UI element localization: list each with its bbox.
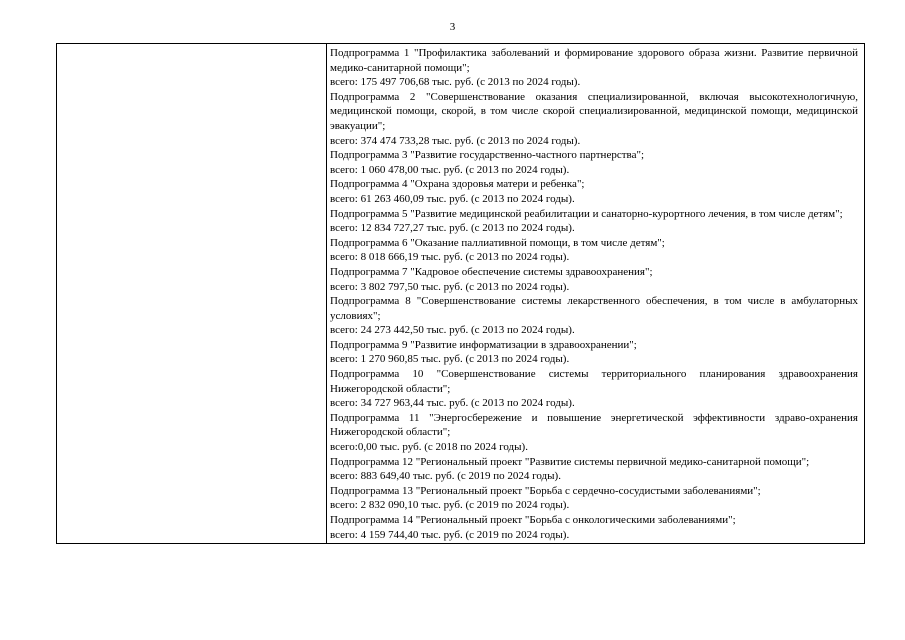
subprogram-11-total: всего:0,00 тыс. руб. (с 2018 по 2024 годы). [330,441,528,454]
subprogram-3-total: всего: 1 060 478,00 тыс. руб. (с 2013 по 2024 годы). [330,163,570,176]
subprogram-6-total: всего: 8 018 666,19 тыс. руб. (с 2013 по 2024 годы). [330,251,570,264]
subprogram-5-title: Подпрограмма 5 "Развитие медицинской реабилитации и санаторно-курортного лечения, в том числе детям"; [330,207,843,220]
subprogram-7-title: Подпрограмма 7 "Кадровое обеспечение системы здравоохранения"; [330,265,653,278]
subprogram-11-title: Подпрограмма 11 "Энергосбережение и повышение энергетической эффективности здраво-охранения Нижегородской области"; [330,411,858,439]
funding-table [56,43,865,544]
subprogram-13-title: Подпрограмма 13 "Региональный проект "Борьба с сердечно-сосудистыми заболеваниями"; [330,484,761,497]
subprogram-14-title: Подпрограмма 14 "Региональный проект "Борьба с онкологическими заболеваниями"; [330,514,736,526]
subprogram-8-total: всего: 24 273 442,50 тыс. руб. (с 2013 по 2024 годы). [330,324,575,337]
subprogram-4-total: всего: 61 263 460,09 тыс. руб. (с 2013 по 2024 годы). [330,192,575,205]
subprogram-7-total: всего: 3 802 797,50 тыс. руб. (с 2013 по 2024 годы). [330,280,570,293]
subprogram-1-title: Подпрограмма 1 "Профилактика заболеваний и формирование здорового образа жизни. Развитие первичной медико-санитарной помощи"; [330,47,858,74]
subprogram-4-title: Подпрограмма 4 "Охрана здоровья матери и ребенка"; [330,178,585,191]
table-cell-content [327,44,865,544]
subprogram-9-title: Подпрограмма 9 "Развитие информатизации в здравоохранении"; [330,338,637,351]
subprogram-2-total: всего: 374 474 733,28 тыс. руб. (с 2013 по 2024 годы). [330,134,581,147]
subprogram-12-title: Подпрограмма 12 "Региональный проект "Развитие системы первичной медико-санитарной помощи"; [330,455,810,468]
subprogram-10-title: Подпрограмма 10 "Совершенствование системы территориального планирования здравоохранения Нижегородской области"; [330,368,858,395]
subprogram-6-title: Подпрограмма 6 "Оказание паллиативной помощи, в том числе детям"; [330,236,665,249]
subprogram-10-total: всего: 34 727 963,44 тыс. руб. (с 2013 по 2024 годы). [330,397,575,410]
page-number: 3 [449,21,456,33]
subprogram-3-title: Подпрограмма 3 "Развитие государственно-частного партнерства"; [330,149,644,162]
table-cell-label [57,44,327,544]
subprogram-8-title: Подпрограмма 8 "Совершенствование системы лекарственного обеспечения, в том числе в амбулаторных условиях"; [330,295,858,322]
subprogram-13-total: всего: 2 832 090,10 тыс. руб. (с 2019 по 2024 годы). [330,499,570,512]
subprogram-2-title: Подпрограмма 2 "Совершенствование оказания специализированной, включая высокотехнологичную, медицинской помощи, скорой, в том числе скорой специализированной, медицинской помощи, медицинской эвакуации"; [330,90,858,132]
subprogram-14-total: всего: 4 159 744,40 тыс. руб. (с 2019 по 2024 годы). [330,528,570,541]
table-row [57,44,865,544]
subprogram-12-total: всего: 883 649,40 тыс. руб. (с 2019 по 2024 годы). [330,470,561,483]
subprogram-1-total: всего: 175 497 706,68 тыс. руб. (с 2013 по 2024 годы). [330,76,581,89]
subprogram-9-total: всего: 1 270 960,85 тыс. руб. (с 2013 по 2024 годы). [330,353,570,366]
subprogram-5-total: всего: 12 834 727,27 тыс. руб. (с 2013 по 2024 годы). [330,222,575,235]
